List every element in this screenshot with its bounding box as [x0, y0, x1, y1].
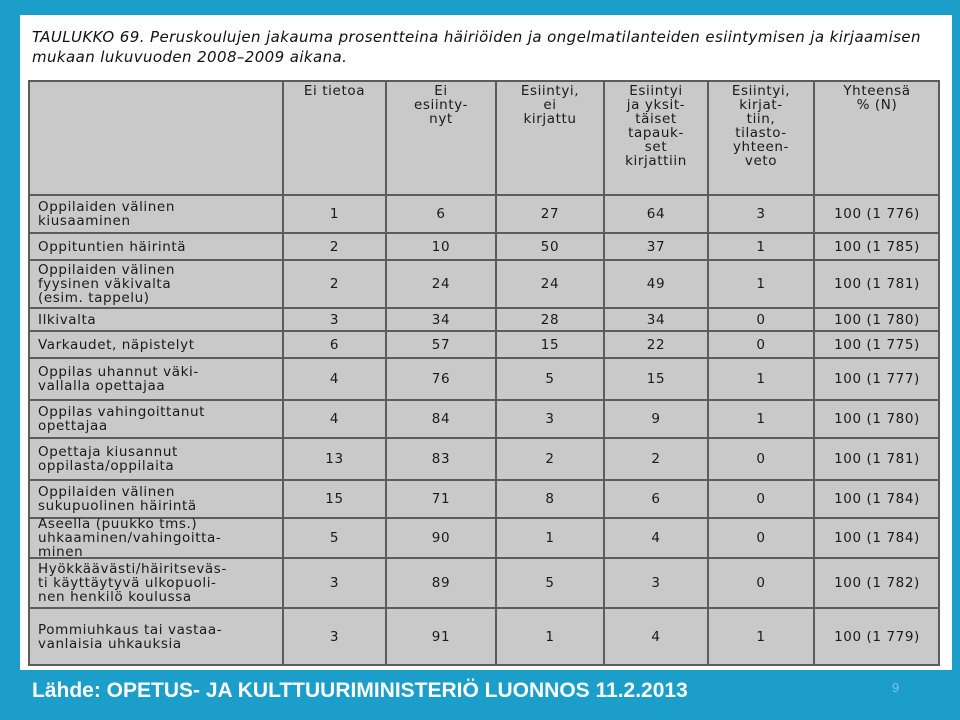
table-cell: 4	[651, 531, 661, 545]
table-cell: 50	[540, 240, 560, 254]
table-cell: 24	[540, 277, 560, 291]
table-cell: 2	[545, 452, 555, 466]
table-cell: 100 (1 784)	[834, 531, 920, 545]
column-divider	[282, 80, 284, 666]
table-cell: 4	[329, 412, 340, 426]
table-border-bottom	[28, 664, 940, 666]
row-label: Ilkivalta	[38, 313, 97, 327]
table-cell: 15	[540, 338, 560, 352]
table-cell: 3	[756, 207, 766, 221]
table-cell: 100 (1 781)	[834, 452, 920, 466]
table-cell: 0	[756, 492, 766, 506]
row-label: Aseella (puukko tms.) uhkaaminen/vahingoitta- minen	[38, 517, 222, 559]
column-header: Ei esiinty- nyt	[413, 84, 469, 126]
row-label: Oppilaiden välinen kiusaaminen	[38, 200, 175, 228]
row-label: Oppituntien häirintä	[38, 240, 187, 254]
row-label: Hyökkäävästi/häiritseväs- ti käyttäytyvä ulkopuoli- nen henkilö koulussa	[38, 562, 227, 604]
table-cell: 15	[646, 372, 666, 386]
column-header: Yhteensä % (N)	[843, 84, 911, 112]
row-divider	[28, 357, 940, 359]
column-divider	[603, 80, 605, 666]
table-cell: 2	[651, 452, 661, 466]
row-divider	[28, 607, 940, 609]
column-header: Esiintyi ja yksit- täiset tapauk- set kirjattiin	[625, 84, 687, 168]
table-cell: 1	[756, 277, 766, 291]
table-cell: 9	[651, 412, 661, 426]
row-label: Pommiuhkaus tai vastaa- vanlaisia uhkauksia	[38, 623, 223, 651]
table-cell: 22	[646, 338, 666, 352]
table-cell: 0	[756, 313, 766, 327]
table-cell: 28	[540, 313, 560, 327]
column-header: Esiintyi, ei kirjattu	[520, 84, 580, 126]
column-header: Ei tietoa	[303, 84, 366, 98]
table-cell: 49	[646, 277, 666, 291]
table-cell: 100 (1 776)	[834, 207, 920, 221]
row-divider	[28, 232, 940, 234]
table-cell: 3	[329, 576, 340, 590]
row-label: Oppilaiden välinen sukupuolinen häirintä	[38, 485, 197, 513]
table-cell: 24	[431, 277, 451, 291]
table-cell: 100 (1 782)	[834, 576, 920, 590]
table-cell: 34	[431, 313, 451, 327]
table-cell: 0	[756, 338, 766, 352]
table-cell: 100 (1 781)	[834, 277, 920, 291]
table-cell: 3	[329, 313, 340, 327]
table-cell: 13	[325, 452, 344, 466]
table-cell: 3	[329, 630, 340, 644]
document-sheet	[20, 15, 952, 670]
row-divider	[28, 479, 940, 481]
column-divider	[707, 80, 709, 666]
table-cell: 1	[545, 531, 555, 545]
table-cell: 6	[651, 492, 661, 506]
table-cell: 8	[545, 492, 555, 506]
table-cell: 10	[431, 240, 451, 254]
table-border-top	[28, 80, 940, 82]
table-cell: 0	[756, 576, 766, 590]
table-cell: 100 (1 775)	[834, 338, 920, 352]
table-cell: 6	[436, 207, 446, 221]
row-label: Oppilas vahingoittanut opettajaa	[38, 405, 206, 433]
table-cell: 100 (1 785)	[834, 240, 920, 254]
table-cell: 83	[431, 452, 451, 466]
table-cell: 37	[646, 240, 666, 254]
table-cell: 15	[325, 492, 344, 506]
data-table	[28, 80, 940, 666]
table-cell: 2	[329, 240, 340, 254]
table-cell: 5	[545, 576, 555, 590]
row-label: Oppilas uhannut väki- vallalla opettajaa	[38, 365, 199, 393]
table-cell: 91	[431, 630, 451, 644]
table-cell: 0	[756, 531, 766, 545]
table-cell: 3	[545, 412, 555, 426]
table-caption: TAULUKKO 69. Peruskoulujen jakauma prosentteina häiriöiden ja ongelmatilanteiden esiintymisen ja kirjaamisen mukaan lukuvuoden 2008–2009 aikana.	[32, 28, 921, 66]
table-cell: 1	[756, 240, 766, 254]
table-cell: 1	[756, 372, 766, 386]
table-cell: 100 (1 784)	[834, 492, 920, 506]
column-divider	[813, 80, 815, 666]
table-cell: 57	[431, 338, 451, 352]
table-cell: 71	[431, 492, 451, 506]
table-cell: 1	[756, 630, 766, 644]
column-divider	[385, 80, 387, 666]
table-cell: 2	[329, 277, 340, 291]
table-cell: 34	[646, 313, 666, 327]
table-cell: 4	[329, 372, 340, 386]
table-cell: 64	[646, 207, 666, 221]
table-cell: 84	[431, 412, 451, 426]
row-divider	[28, 259, 940, 261]
table-cell: 6	[329, 338, 340, 352]
table-cell: 100 (1 777)	[834, 372, 920, 386]
source-footer: Lähde: OPETUS- JA KULTTUURIMINISTERIÖ LUONNOS 11.2.2013	[32, 679, 688, 702]
table-border-right	[938, 80, 940, 666]
row-divider	[28, 194, 940, 196]
table-cell: 5	[545, 372, 555, 386]
table-cell: 100 (1 780)	[834, 313, 920, 327]
table-cell: 90	[431, 531, 451, 545]
row-label: Opettaja kiusannut oppilasta/oppilaita	[38, 445, 178, 473]
table-cell: 89	[431, 576, 451, 590]
row-divider	[28, 437, 940, 439]
column-divider	[495, 80, 497, 666]
row-divider	[28, 399, 940, 401]
table-cell: 0	[756, 452, 766, 466]
table-cell: 1	[329, 207, 340, 221]
table-cell: 27	[540, 207, 560, 221]
table-cell: 100 (1 779)	[834, 630, 920, 644]
page-number: 9	[892, 680, 900, 695]
table-border-left	[28, 80, 30, 666]
table-cell: 100 (1 780)	[834, 412, 920, 426]
table-cell: 1	[756, 412, 766, 426]
table-cell: 4	[651, 630, 661, 644]
row-divider	[28, 330, 940, 332]
table-cell: 76	[431, 372, 451, 386]
row-label: Oppilaiden välinen fyysinen väkivalta (esim. tappelu)	[38, 263, 175, 305]
row-divider	[28, 307, 940, 309]
column-header: Esiintyi, kirjat- tiin, tilasto- yhteen- veto	[731, 84, 791, 168]
table-cell: 5	[329, 531, 340, 545]
table-cell: 3	[651, 576, 661, 590]
row-label: Varkaudet, näpistelyt	[38, 338, 195, 352]
table-cell: 1	[545, 630, 555, 644]
